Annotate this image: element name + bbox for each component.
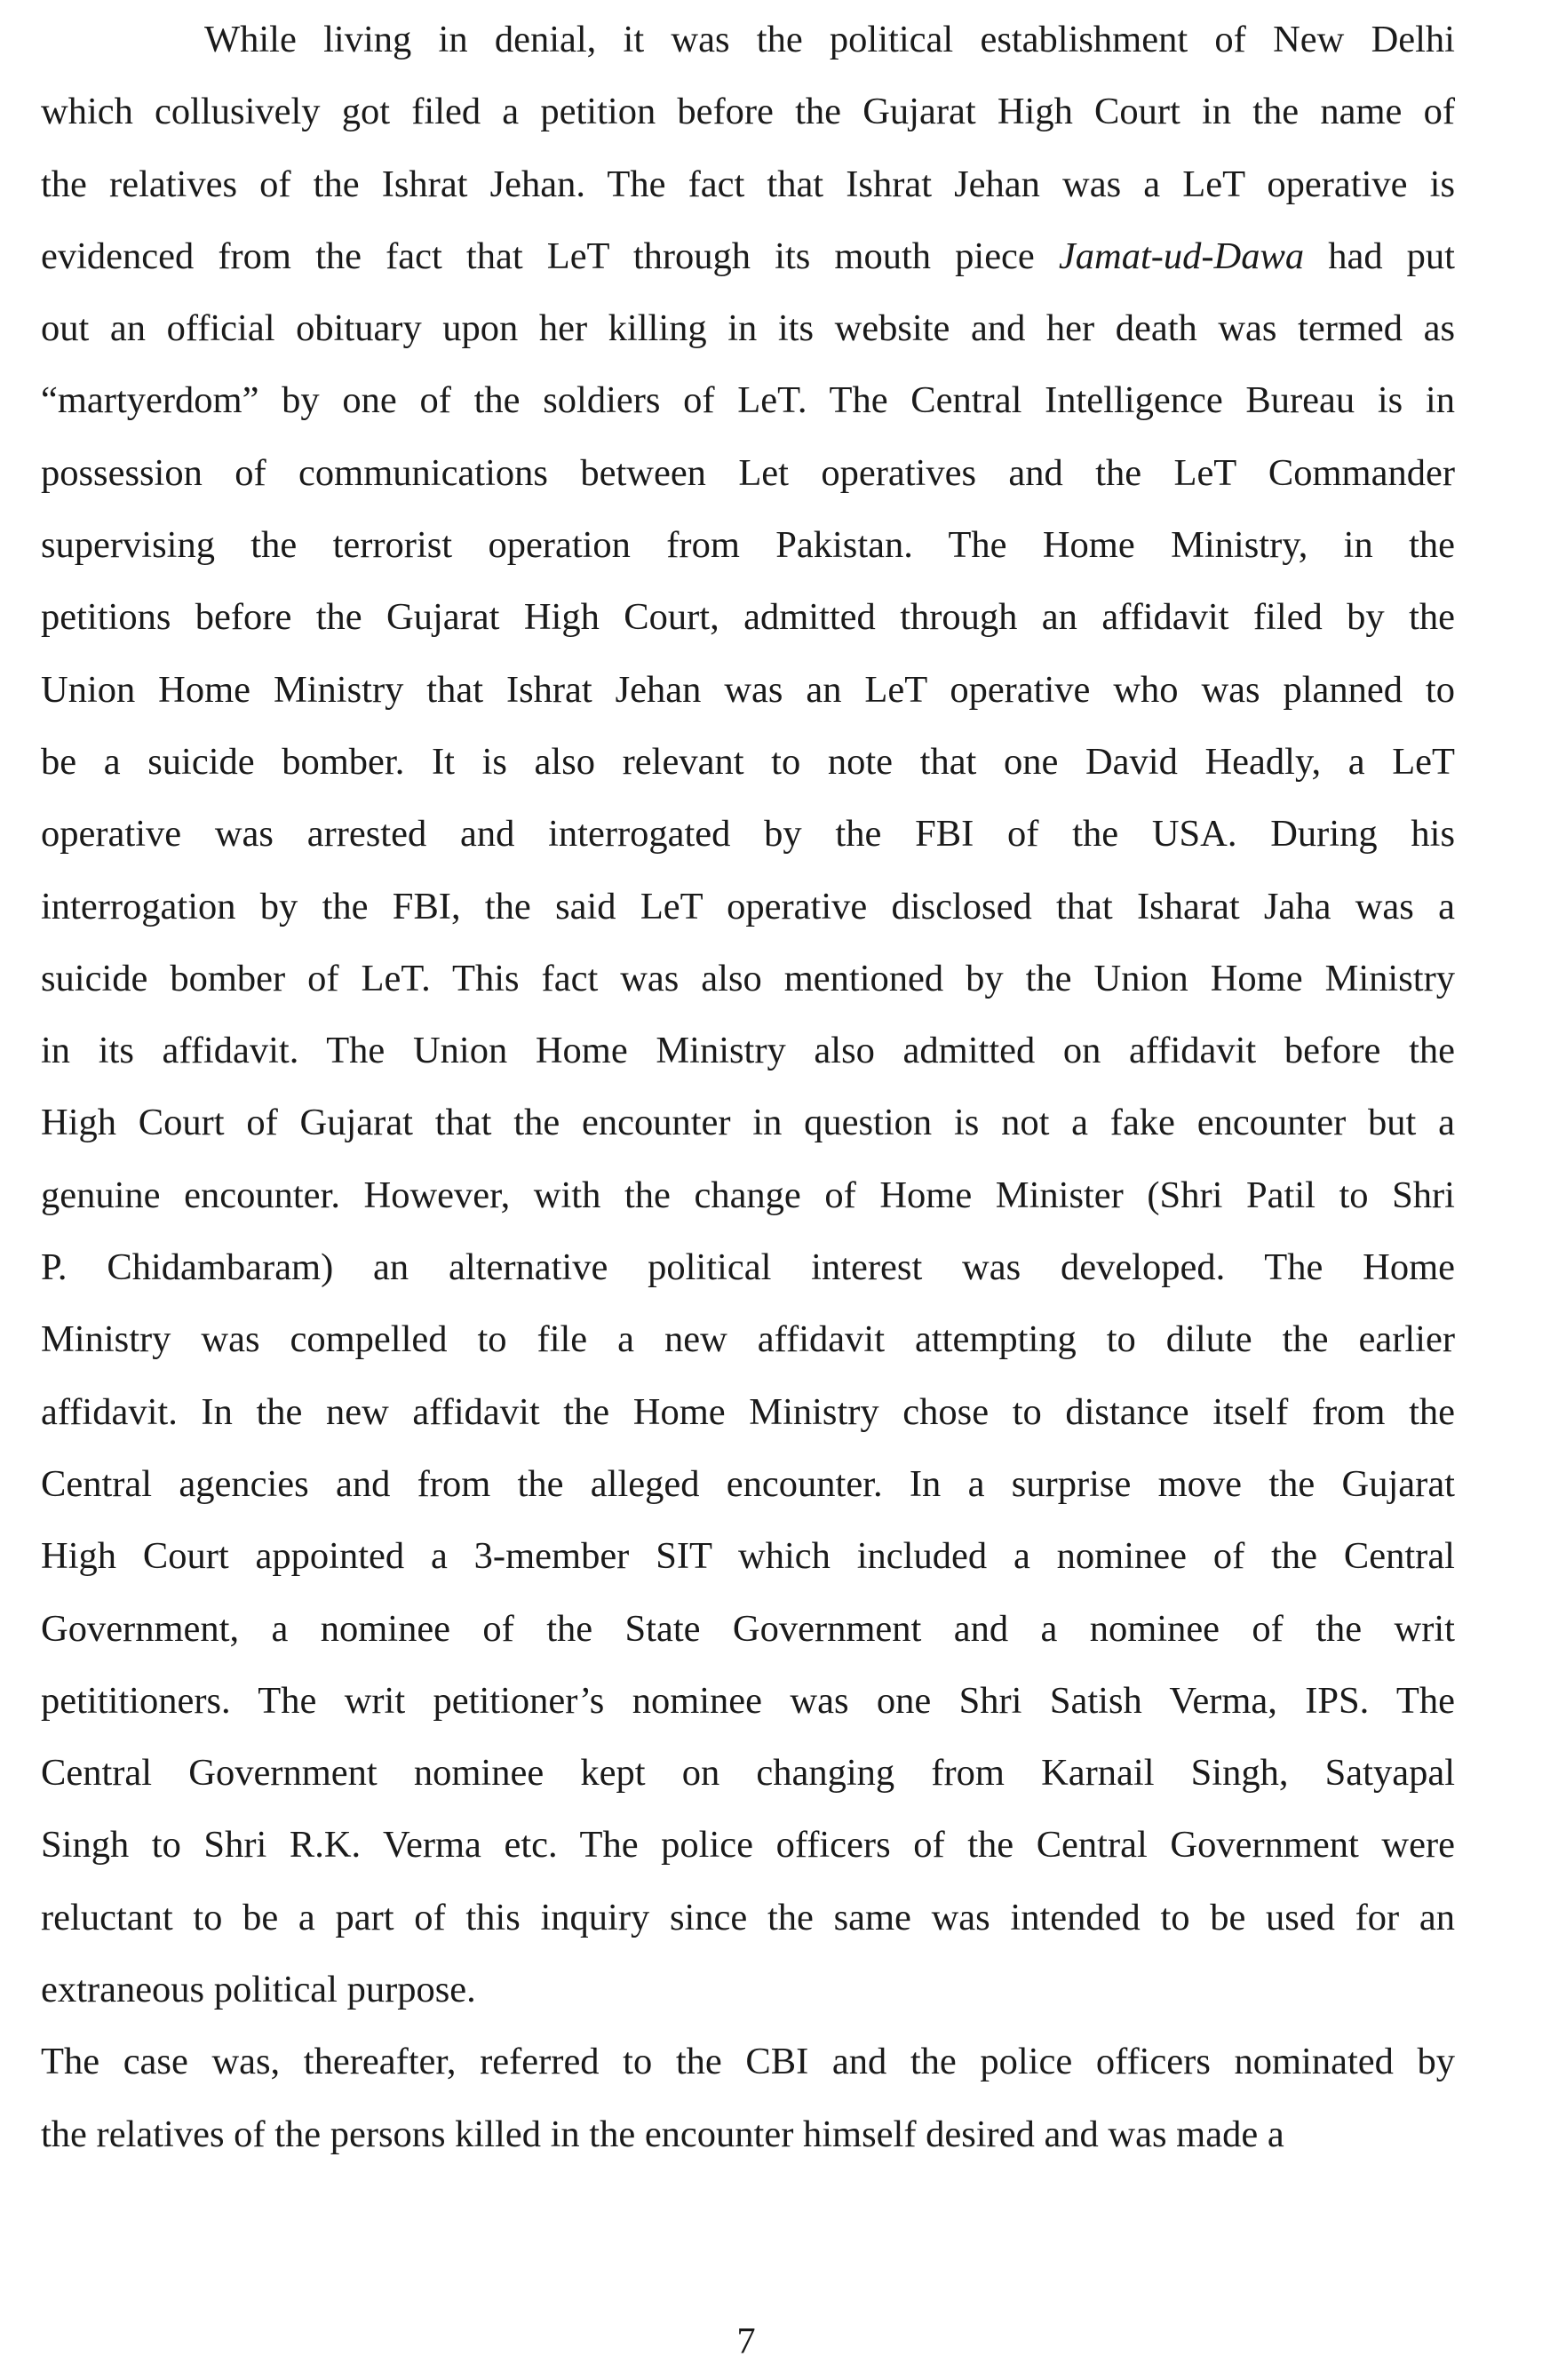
text-line: While living in denial, it was the political establishment of New Delhi — [204, 19, 1455, 60]
page-number: 7 — [736, 2320, 756, 2362]
text-line: High Court appointed a 3-member SIT which included a nominee of the Central — [41, 1535, 1455, 1578]
text-line: Central Government nominee kept on changing from Karnail Singh, Satyapal — [41, 1752, 1455, 1795]
text-line: the relatives of the persons killed in the encounter himself desired and was made a — [41, 2113, 1284, 2155]
text-line: petititioners. The writ petitioner’s nominee was one Shri Satish Verma, IPS. The — [41, 1679, 1455, 1722]
text-line: “martyerdom” by one of the soldiers of LeT. The Central Intelligence Bureau is in — [41, 379, 1455, 422]
text-line: possession of communications between Let operatives and the LeT Commander — [41, 451, 1455, 494]
paragraph — [41, 2026, 1455, 2170]
text-line: High Court of Gujarat that the encounter in question is not a fake encounter but a — [41, 1102, 1455, 1144]
italic-text: Jamat-ud-Dawa — [1058, 235, 1305, 277]
text-line: operative was arrested and interrogated by the FBI of the USA. During his — [41, 813, 1455, 856]
text-line: reluctant to be a part of this inquiry since the same was intended to be used for an — [41, 1896, 1455, 1938]
text-line: out an official obituary upon her killing in its website and her death was termed as — [41, 307, 1455, 350]
body-text — [41, 0, 1455, 2170]
text-line: P. Chidambaram) an alternative political interest was developed. The Home — [41, 1246, 1455, 1289]
text-line: affidavit. In the new affidavit the Home Ministry chose to distance itself from the — [41, 1390, 1455, 1433]
text-line: evidenced from the fact that LeT through its mouth piece Jamat-ud-Dawa had put — [41, 235, 1455, 277]
document-page — [41, 0, 1455, 2380]
text-line: be a suicide bomber. It is also relevant to note that one David Headly, a LeT — [41, 740, 1455, 783]
text-line: Government, a nominee of the State Government and a nominee of the writ — [41, 1607, 1455, 1650]
text-line: in its affidavit. The Union Home Ministry also admitted on affidavit before the — [41, 1030, 1455, 1072]
text-line: genuine encounter. However, with the change of Home Minister (Shri Patil to Shri — [41, 1174, 1455, 1216]
text-line: Union Home Ministry that Ishrat Jehan was an LeT operative who was planned to — [41, 668, 1455, 711]
text-line: suicide bomber of LeT. This fact was also mentioned by the Union Home Ministry — [41, 957, 1455, 999]
text-line: the relatives of the Ishrat Jehan. The fact that Ishrat Jehan was a LeT operative is — [41, 163, 1455, 205]
text-line: Central agencies and from the alleged encounter. In a surprise move the Gujarat — [41, 1462, 1455, 1505]
text-line: petitions before the Gujarat High Court, admitted through an affidavit filed by the — [41, 596, 1455, 639]
text-line: supervising the terrorist operation from Pakistan. The Home Ministry, in the — [41, 524, 1455, 567]
text-line: which collusively got filed a petition before the Gujarat High Court in the name of — [41, 91, 1455, 133]
text-line: Ministry was compelled to file a new affidavit attempting to dilute the earlier — [41, 1318, 1455, 1361]
text-line: extraneous political purpose. — [41, 1969, 476, 2011]
text-line: The case was, thereafter, referred to the CBI and the police officers nominated by — [41, 2041, 1455, 2083]
text-line: Singh to Shri R.K. Verma etc. The police officers of the Central Government were — [41, 1824, 1455, 1867]
paragraph — [41, 4, 1455, 2026]
text-line: interrogation by the FBI, the said LeT operative disclosed that Isharat Jaha was a — [41, 885, 1455, 927]
